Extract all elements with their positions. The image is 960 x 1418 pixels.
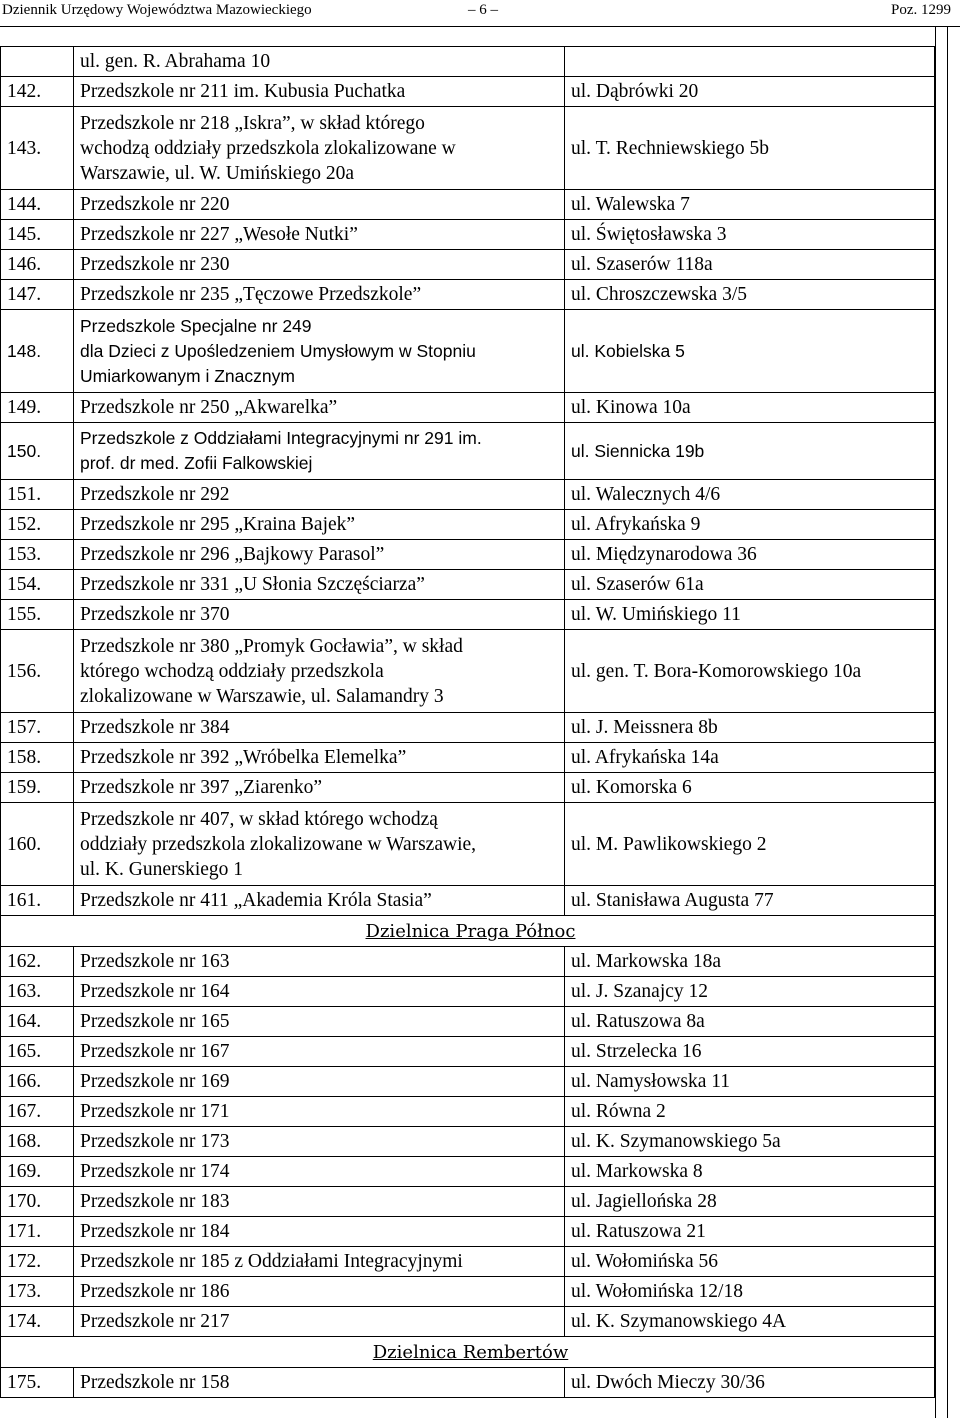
row-name-cell bbox=[74, 947, 565, 977]
table-row bbox=[1, 1217, 935, 1247]
row-address-cell: ul. Świętosławska 3 bbox=[565, 220, 935, 250]
name-line: Przedszkole nr 380 „Promyk Gocławia”, w skład bbox=[80, 635, 463, 657]
row-address-cell: ul. J. Szanajcy 12 bbox=[565, 977, 935, 1007]
name-line: Przedszkole nr 217 bbox=[80, 1311, 230, 1332]
name-line: Przedszkole nr 230 bbox=[80, 254, 230, 275]
row-address-cell: ul. Szaserów 61a bbox=[565, 570, 935, 600]
name-line: Przedszkole nr 169 bbox=[80, 1071, 230, 1092]
name-line: Warszawie, ul. W. Umińskiego 20a bbox=[80, 162, 355, 184]
page-number: – 6 – bbox=[468, 2, 498, 18]
row-name-cell bbox=[74, 1307, 565, 1337]
table-row bbox=[1, 540, 935, 570]
row-name-cell bbox=[74, 1277, 565, 1307]
name-line: Przedszkole z Oddziałami Integracyjnymi nr 291 im. bbox=[80, 428, 482, 448]
row-number-cell: 143. bbox=[1, 107, 74, 190]
row-number-cell: 146. bbox=[1, 250, 74, 280]
row-name-cell bbox=[74, 1127, 565, 1157]
row-name-cell bbox=[74, 220, 565, 250]
row-number-cell: 154. bbox=[1, 570, 74, 600]
name-line: Umiarkowanym i Znacznym bbox=[80, 365, 295, 386]
name-line: Przedszkole nr 370 bbox=[80, 604, 230, 625]
name-line: Przedszkole nr 296 „Bajkowy Parasol” bbox=[80, 544, 385, 565]
row-number-cell: 144. bbox=[1, 190, 74, 220]
row-name-cell bbox=[74, 393, 565, 423]
table-row bbox=[1, 1127, 935, 1157]
table-row bbox=[1, 510, 935, 540]
row-address-cell: ul. Międzynarodowa 36 bbox=[565, 540, 935, 570]
table-row bbox=[1, 1037, 935, 1067]
row-address-cell: ul. Stanisława Augusta 77 bbox=[565, 886, 935, 916]
page-header bbox=[0, 0, 960, 27]
row-name-cell bbox=[74, 190, 565, 220]
table-row bbox=[1, 1307, 935, 1337]
table-row bbox=[1, 310, 935, 393]
district-section-row bbox=[1, 916, 935, 947]
row-address-cell: ul. Jagiellońska 28 bbox=[565, 1187, 935, 1217]
row-address-cell: ul. K. Szymanowskiego 4A bbox=[565, 1307, 935, 1337]
district-heading-cell bbox=[1, 1337, 935, 1368]
row-number-cell: 166. bbox=[1, 1067, 74, 1097]
table-row bbox=[1, 1368, 935, 1398]
row-name-cell bbox=[74, 600, 565, 630]
row-number-cell: 168. bbox=[1, 1127, 74, 1157]
table-row bbox=[1, 886, 935, 916]
table-row bbox=[1, 773, 935, 803]
row-name-cell bbox=[74, 1247, 565, 1277]
row-address-cell: ul. J. Meissnera 8b bbox=[565, 713, 935, 743]
table-row bbox=[1, 600, 935, 630]
table-row bbox=[1, 743, 935, 773]
row-number-cell: 162. bbox=[1, 947, 74, 977]
district-section-row bbox=[1, 1337, 935, 1368]
row-address-cell: ul. Komorska 6 bbox=[565, 773, 935, 803]
table-row bbox=[1, 1187, 935, 1217]
row-number-cell: 156. bbox=[1, 630, 74, 713]
row-name-cell bbox=[74, 77, 565, 107]
row-address-cell: ul. gen. T. Bora-Komorowskiego 10a bbox=[565, 630, 935, 713]
row-name-cell bbox=[74, 1217, 565, 1247]
row-name-cell bbox=[74, 540, 565, 570]
row-address-cell: ul. Strzelecka 16 bbox=[565, 1037, 935, 1067]
row-address-cell: ul. Wołomińska 12/18 bbox=[565, 1277, 935, 1307]
name-line: Przedszkole nr 384 bbox=[80, 717, 230, 738]
row-number-cell: 175. bbox=[1, 1368, 74, 1398]
table-row-continuation bbox=[1, 47, 935, 77]
row-address-cell: ul. Dąbrówki 20 bbox=[565, 77, 935, 107]
name-line: Przedszkole nr 174 bbox=[80, 1161, 230, 1182]
table-row bbox=[1, 77, 935, 107]
table-row bbox=[1, 280, 935, 310]
name-line: Przedszkole nr 407, w skład którego wchodzą bbox=[80, 808, 438, 830]
row-number-cell: 174. bbox=[1, 1307, 74, 1337]
row-address-cell bbox=[565, 47, 935, 77]
row-number-cell: 148. bbox=[1, 310, 74, 393]
row-address-cell: ul. T. Rechniewskiego 5b bbox=[565, 107, 935, 190]
name-line: Przedszkole nr 227 „Wesołe Nutki” bbox=[80, 224, 358, 245]
name-line: Przedszkole nr 397 „Ziarenko” bbox=[80, 777, 323, 798]
table-row bbox=[1, 1277, 935, 1307]
right-margin-rule-outer bbox=[947, 26, 948, 1418]
name-line: dla Dzieci z Upośledzeniem Umysłowym w Stopniu bbox=[80, 340, 476, 361]
row-number-cell: 151. bbox=[1, 480, 74, 510]
table-row bbox=[1, 423, 935, 480]
row-name-cell bbox=[74, 1368, 565, 1398]
row-name-cell bbox=[74, 886, 565, 916]
name-line: Przedszkole nr 211 im. Kubusia Puchatka bbox=[80, 81, 406, 102]
row-number-cell: 161. bbox=[1, 886, 74, 916]
name-line: Przedszkole nr 218 „Iskra”, w skład którego bbox=[80, 112, 425, 134]
row-name-cell bbox=[74, 977, 565, 1007]
district-heading: Dzielnica Rembertów bbox=[372, 1341, 569, 1363]
row-number-cell: 153. bbox=[1, 540, 74, 570]
table-row bbox=[1, 1157, 935, 1187]
row-address-cell: ul. Szaserów 118a bbox=[565, 250, 935, 280]
name-line: wchodzą oddziały przedszkola zlokalizowane w bbox=[80, 137, 456, 159]
table-row bbox=[1, 480, 935, 510]
row-address-cell: ul. Ratuszowa 21 bbox=[565, 1217, 935, 1247]
table-row bbox=[1, 1067, 935, 1097]
row-number-cell: 147. bbox=[1, 280, 74, 310]
table-row bbox=[1, 630, 935, 713]
row-number-cell: 155. bbox=[1, 600, 74, 630]
name-line: Przedszkole nr 164 bbox=[80, 981, 230, 1002]
name-line: Przedszkole nr 165 bbox=[80, 1011, 230, 1032]
name-line: Przedszkole nr 163 bbox=[80, 951, 230, 972]
row-name-cell bbox=[74, 1097, 565, 1127]
table-row bbox=[1, 1007, 935, 1037]
name-line: Przedszkole nr 392 „Wróbelka Elemelka” bbox=[80, 747, 407, 768]
row-name-cell bbox=[74, 310, 565, 393]
row-number-cell: 164. bbox=[1, 1007, 74, 1037]
name-line: Przedszkole nr 411 „Akademia Króla Stasia” bbox=[80, 890, 432, 911]
name-line: Przedszkole nr 220 bbox=[80, 194, 230, 215]
row-number-cell: 157. bbox=[1, 713, 74, 743]
table-row bbox=[1, 977, 935, 1007]
name-line: Przedszkole nr 250 „Akwarelka” bbox=[80, 397, 338, 418]
name-line: Przedszkole nr 186 bbox=[80, 1281, 230, 1302]
row-address-cell: ul. Namysłowska 11 bbox=[565, 1067, 935, 1097]
journal-title: Dziennik Urzędowy Województwa Mazowieckiego bbox=[2, 2, 312, 18]
row-address-cell: ul. Afrykańska 9 bbox=[565, 510, 935, 540]
row-number-cell: 173. bbox=[1, 1277, 74, 1307]
row-address-cell: ul. Dwóch Mieczy 30/36 bbox=[565, 1368, 935, 1398]
row-address-cell: ul. Afrykańska 14a bbox=[565, 743, 935, 773]
name-line: Przedszkole Specjalne nr 249 bbox=[80, 315, 312, 336]
row-address-cell: ul. Kobielska 5 bbox=[565, 310, 935, 393]
kindergarten-table bbox=[0, 46, 935, 1398]
row-address-cell: ul. Siennicka 19b bbox=[565, 423, 935, 480]
row-name-cell bbox=[74, 743, 565, 773]
row-name-cell bbox=[74, 773, 565, 803]
row-name-cell bbox=[74, 423, 565, 480]
row-address-cell: ul. M. Pawlikowskiego 2 bbox=[565, 803, 935, 886]
row-number-cell: 152. bbox=[1, 510, 74, 540]
row-number-cell: 170. bbox=[1, 1187, 74, 1217]
row-name-cell bbox=[74, 803, 565, 886]
row-number-cell: 159. bbox=[1, 773, 74, 803]
name-line: Przedszkole nr 184 bbox=[80, 1221, 230, 1242]
row-address-cell: ul. Walecznych 4/6 bbox=[565, 480, 935, 510]
position-number: Poz. 1299 bbox=[891, 2, 951, 18]
row-name-cell bbox=[74, 630, 565, 713]
row-name-cell bbox=[74, 510, 565, 540]
table-row bbox=[1, 947, 935, 977]
row-name-cell bbox=[74, 1037, 565, 1067]
row-number-cell: 165. bbox=[1, 1037, 74, 1067]
name-line: prof. dr med. Zofii Falkowskiej bbox=[80, 453, 313, 473]
row-number-cell: 158. bbox=[1, 743, 74, 773]
name-line: Przedszkole nr 167 bbox=[80, 1041, 230, 1062]
row-address-cell: ul. Walewska 7 bbox=[565, 190, 935, 220]
row-name-cell bbox=[74, 250, 565, 280]
district-heading-cell bbox=[1, 916, 935, 947]
table-row bbox=[1, 393, 935, 423]
table-row bbox=[1, 1247, 935, 1277]
name-line: którego wchodzą oddziały przedszkola bbox=[80, 660, 384, 682]
row-number-cell: 167. bbox=[1, 1097, 74, 1127]
row-number-cell: 163. bbox=[1, 977, 74, 1007]
row-name-cell bbox=[74, 570, 565, 600]
row-address-cell: ul. W. Umińskiego 11 bbox=[565, 600, 935, 630]
row-number-cell bbox=[1, 47, 74, 77]
row-number-cell: 149. bbox=[1, 393, 74, 423]
row-address-cell: ul. Kinowa 10a bbox=[565, 393, 935, 423]
row-number-cell: 142. bbox=[1, 77, 74, 107]
row-name-cell bbox=[74, 713, 565, 743]
name-line: Przedszkole nr 183 bbox=[80, 1191, 230, 1212]
row-name-cell bbox=[74, 1157, 565, 1187]
row-number-cell: 160. bbox=[1, 803, 74, 886]
row-address-cell: ul. Markowska 8 bbox=[565, 1157, 935, 1187]
row-number-cell: 150. bbox=[1, 423, 74, 480]
table-row bbox=[1, 1097, 935, 1127]
row-name-cell bbox=[74, 280, 565, 310]
district-heading: Dzielnica Praga Północ bbox=[365, 920, 576, 942]
name-line: Przedszkole nr 292 bbox=[80, 484, 230, 505]
row-address-cell: ul. K. Szymanowskiego 5a bbox=[565, 1127, 935, 1157]
row-address-cell: ul. Wołomińska 56 bbox=[565, 1247, 935, 1277]
row-number-cell: 171. bbox=[1, 1217, 74, 1247]
row-address-cell: ul. Chroszczewska 3/5 bbox=[565, 280, 935, 310]
name-line: Przedszkole nr 158 bbox=[80, 1372, 230, 1393]
row-number-cell: 169. bbox=[1, 1157, 74, 1187]
row-number-cell: 145. bbox=[1, 220, 74, 250]
name-line: ul. K. Gunerskiego 1 bbox=[80, 858, 244, 880]
row-name-cell bbox=[74, 1187, 565, 1217]
row-name-cell bbox=[74, 1067, 565, 1097]
name-line: Przedszkole nr 295 „Kraina Bajek” bbox=[80, 514, 356, 535]
table-row bbox=[1, 803, 935, 886]
name-line: Przedszkole nr 331 „U Słonia Szczęściarza” bbox=[80, 574, 425, 595]
name-line: Przedszkole nr 173 bbox=[80, 1131, 230, 1152]
row-name-cell bbox=[74, 480, 565, 510]
row-name-cell bbox=[74, 107, 565, 190]
table-row bbox=[1, 250, 935, 280]
table-row bbox=[1, 713, 935, 743]
right-margin-rule bbox=[935, 26, 936, 1418]
table-row bbox=[1, 107, 935, 190]
table-row bbox=[1, 570, 935, 600]
table-row bbox=[1, 220, 935, 250]
name-line: Przedszkole nr 171 bbox=[80, 1101, 230, 1122]
name-line: zlokalizowane w Warszawie, ul. Salamandry 3 bbox=[80, 685, 444, 707]
name-line: oddziały przedszkola zlokalizowane w Warszawie, bbox=[80, 833, 477, 855]
table-row bbox=[1, 190, 935, 220]
row-address-cell: ul. Równa 2 bbox=[565, 1097, 935, 1127]
name-line: Przedszkole nr 235 „Tęczowe Przedszkole” bbox=[80, 284, 422, 305]
row-address-cell: ul. Ratuszowa 8a bbox=[565, 1007, 935, 1037]
name-line: Przedszkole nr 185 z Oddziałami Integracyjnymi bbox=[80, 1251, 463, 1272]
row-number-cell: 172. bbox=[1, 1247, 74, 1277]
row-name-cell bbox=[74, 1007, 565, 1037]
row-name-cell: ul. gen. R. Abrahama 10 bbox=[74, 47, 565, 77]
row-address-cell: ul. Markowska 18a bbox=[565, 947, 935, 977]
